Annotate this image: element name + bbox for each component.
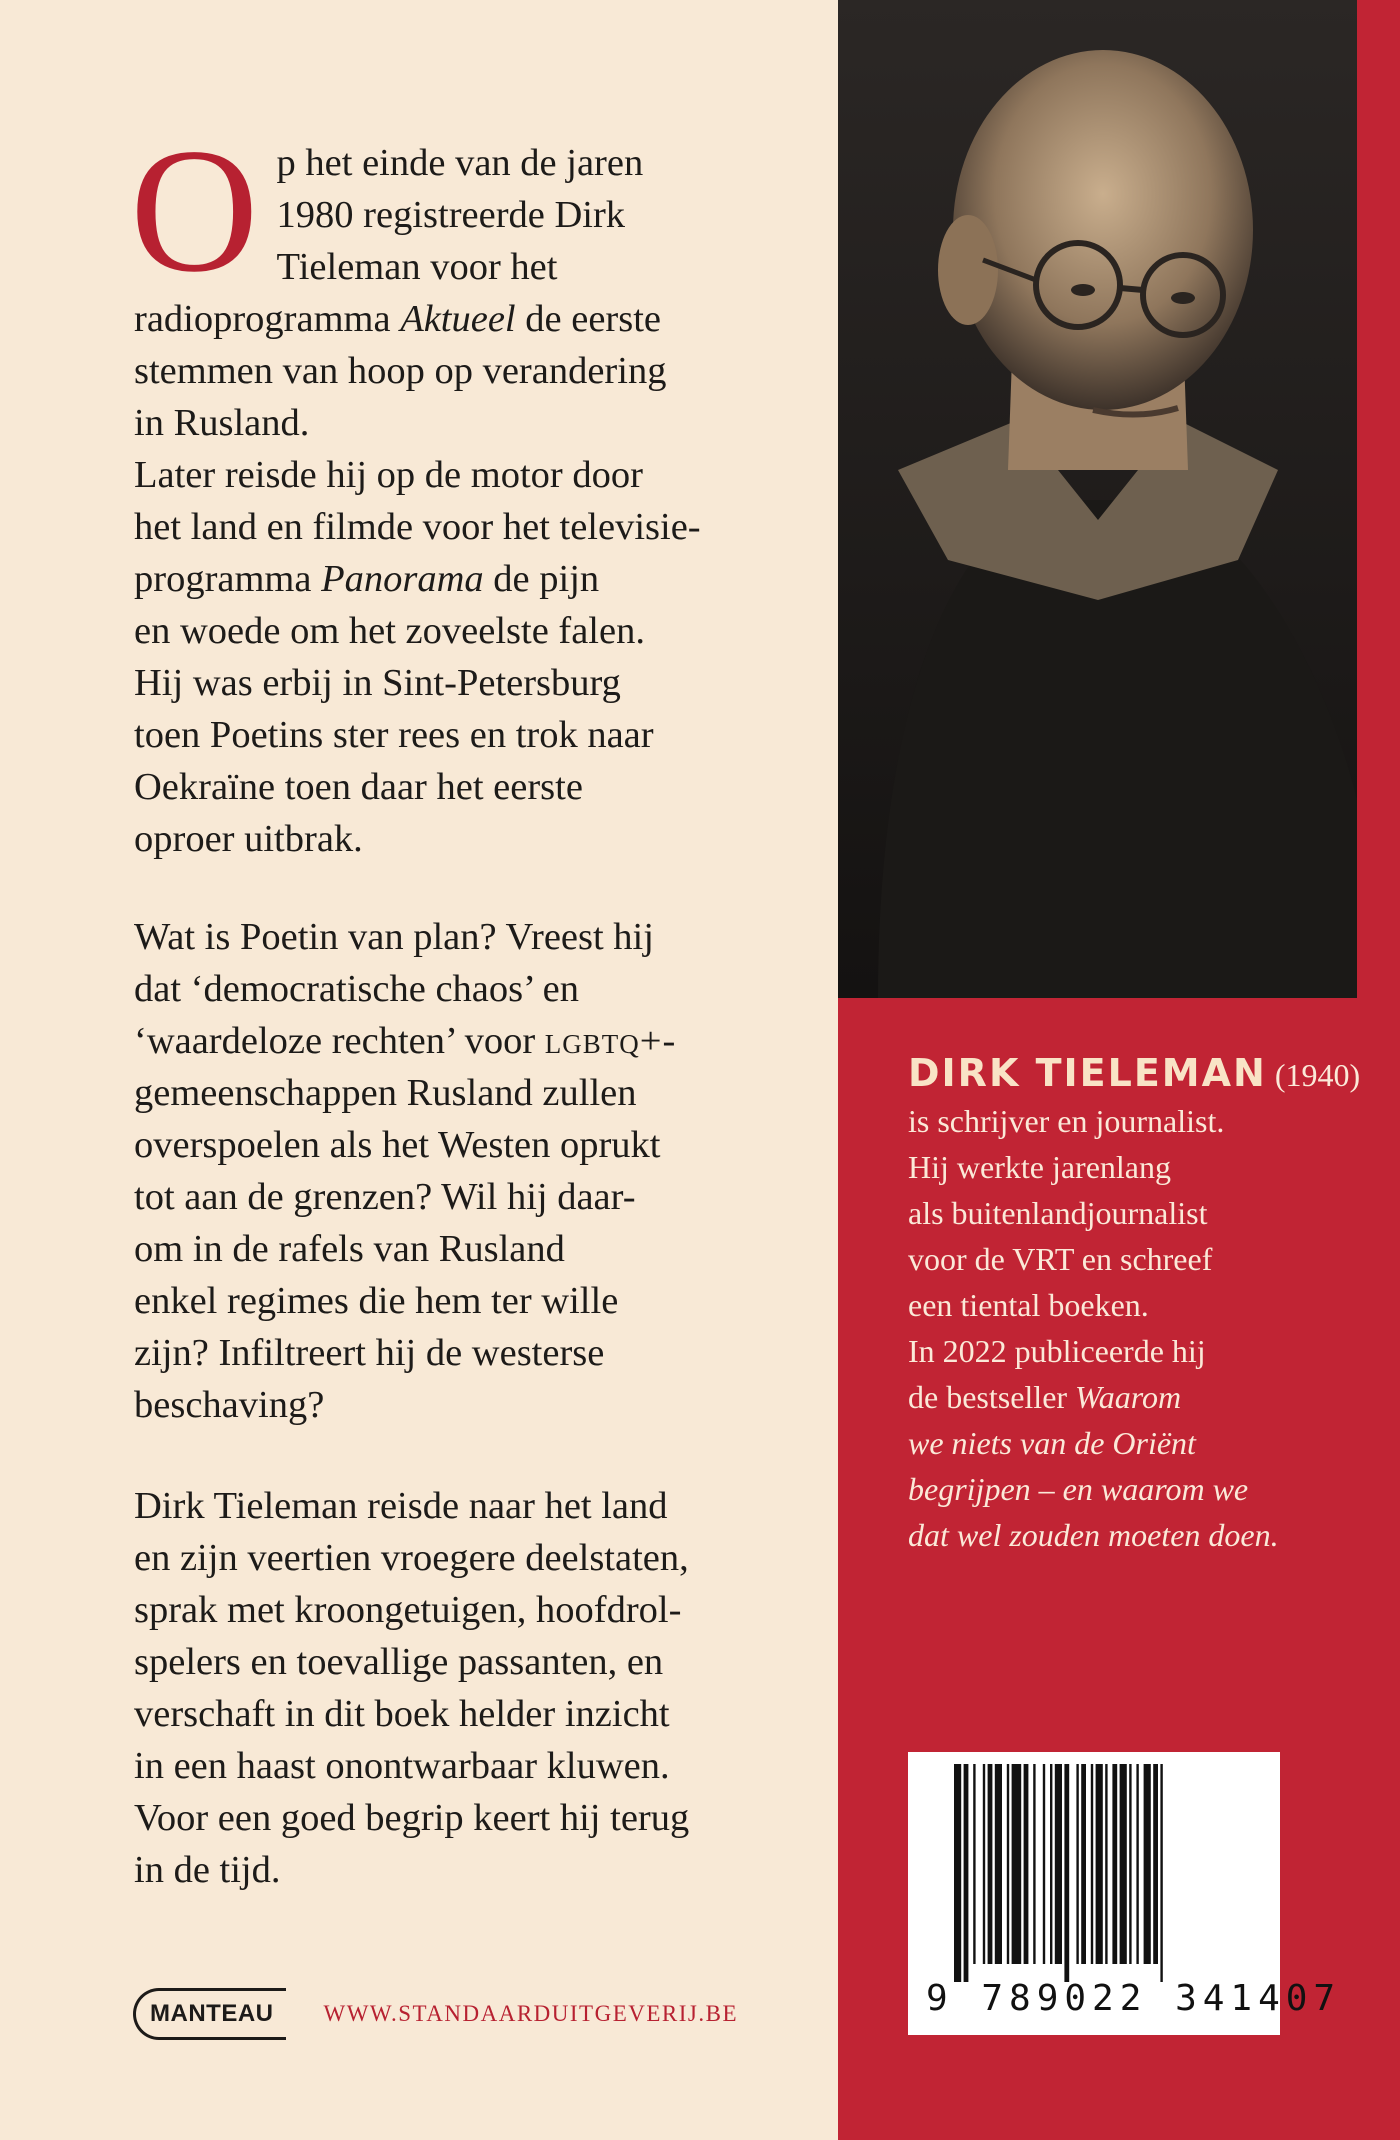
publisher-logo: MANTEAU: [133, 1988, 286, 2040]
barcode-bar: [1091, 1764, 1093, 1964]
blurb-p2-a: Wat is Poetin van plan? Vreest hij dat ‘democratische chaos’ en ‘waardeloze rechten’ voor: [134, 916, 654, 1062]
barcode-bar: [1076, 1764, 1078, 1964]
blurb-p1-prog-post: de pijn: [483, 558, 600, 600]
barcode-bar: [964, 1764, 969, 1982]
barcode-bar: [1081, 1764, 1086, 1964]
barcode-bar: [1064, 1764, 1069, 1982]
author-bio-line: voor de VRT en schreef: [908, 1241, 1213, 1277]
blurb-p2-b: - gemeenschappen Rusland zullen overspoelen als het Westen oprukt tot aan de grenzen? Wil hij daar- om in de rafels van Rusland enkel regimes die hem ter wille zijn? Infiltreert hij de westerse beschaving?: [134, 1020, 676, 1426]
barcode-bar: [1136, 1764, 1138, 1964]
blurb-p3-text: Dirk Tieleman reisde naar het land en zijn veertien vroegere deelstaten, sprak met kroongetuigen, hoofdrol- spelers en toevallige passanten, en verschaft in dit boek helder inzicht in een haast onontwarbaar kluwen. Voor een goed begrip keert hij terug in de tijd.: [134, 1485, 690, 1891]
barcode-bar: [1033, 1764, 1035, 1964]
barcode-bar: [973, 1764, 975, 1964]
barcode-bar: [988, 1764, 993, 1964]
bestseller-title: dat wel zouden moeten doen.: [908, 1517, 1279, 1553]
barcode-bar: [1129, 1764, 1131, 1964]
barcode-bar: [1112, 1764, 1117, 1964]
barcode-bar: [1012, 1764, 1022, 1964]
barcode-bar: [1007, 1764, 1009, 1964]
barcode-bar: [1120, 1764, 1127, 1964]
blurb-p1-rest-b: en woede om het zoveelste falen. Hij was erbij in Sint-Petersburg toen Poetins ster rees en trok naar Oekraïne toen daar het eerste oproer uitbrak.: [134, 610, 654, 860]
bestseller-title: Waarom: [1075, 1379, 1182, 1415]
author-bio-line: een tiental boeken.: [908, 1287, 1149, 1323]
barcode-bar: [995, 1764, 1002, 1964]
program-title-aktueel: Aktueel: [400, 298, 516, 340]
barcode-bar: [1096, 1764, 1103, 1964]
author-bio-line: In 2022 publiceerde hij: [908, 1333, 1206, 1369]
barcode-bar: [1043, 1764, 1045, 1964]
barcode-bar: [1105, 1764, 1107, 1964]
blurb-p1-rest-a: stemmen van hoop op verandering in Rusland. Later reisde hij op de motor door het land en filmde voor het televisie-: [134, 350, 701, 548]
author-portrait-photo: [838, 0, 1357, 998]
bestseller-title: begrijpen – en waarom we: [908, 1471, 1249, 1507]
barcode-bar: [954, 1764, 961, 1982]
author-bio-line: Hij werkte jarenlang: [908, 1149, 1171, 1185]
blurb-p1-line4-post: de eerste: [515, 298, 661, 340]
author-bio-line: de bestseller: [908, 1379, 1076, 1415]
blurb-paragraph-2: [134, 911, 794, 1431]
barcode-bar: [983, 1764, 985, 1964]
blurb-paragraph-1: [130, 111, 794, 865]
barcode-bar: [1144, 1764, 1151, 1964]
publisher-footer: [133, 1985, 738, 2043]
author-bio-line: is schrijver en journalist.: [908, 1103, 1225, 1139]
drop-cap: O: [130, 111, 259, 309]
barcode-bar: [1050, 1764, 1052, 1964]
bestseller-title: we niets van de Oriënt: [908, 1425, 1196, 1461]
blurb-p2-lgbtq: lgbtq+: [544, 1020, 663, 1062]
isbn-barcode: [908, 1752, 1342, 2035]
blurb-paragraph-3: [134, 1480, 794, 1896]
author-name: DIRK TIELEMAN: [908, 1051, 1267, 1095]
author-birth-year: (1940): [1274, 1057, 1361, 1093]
author-bio-line: als buitenlandjournalist: [908, 1195, 1208, 1231]
barcode-bar: [1153, 1764, 1158, 1964]
blurb-p1-prog-pre: programma: [134, 558, 322, 600]
barcode-bar: [1055, 1764, 1062, 1964]
author-bio: [908, 1050, 1361, 1558]
blurb-p1-line4-pre: radioprogramma: [134, 298, 401, 340]
blurb-p1-opening: p het einde van de jaren 1980 registreerde Dirk Tieleman voor het: [276, 142, 644, 288]
barcode-bar: [1160, 1764, 1162, 1982]
isbn-number: 9 789022 341407: [926, 1978, 1342, 2019]
publisher-website: WWW.STANDAARDUITGEVERIJ.BE: [323, 2001, 738, 2026]
program-title-panorama: Panorama: [321, 558, 484, 600]
barcode-bar: [1024, 1764, 1029, 1964]
